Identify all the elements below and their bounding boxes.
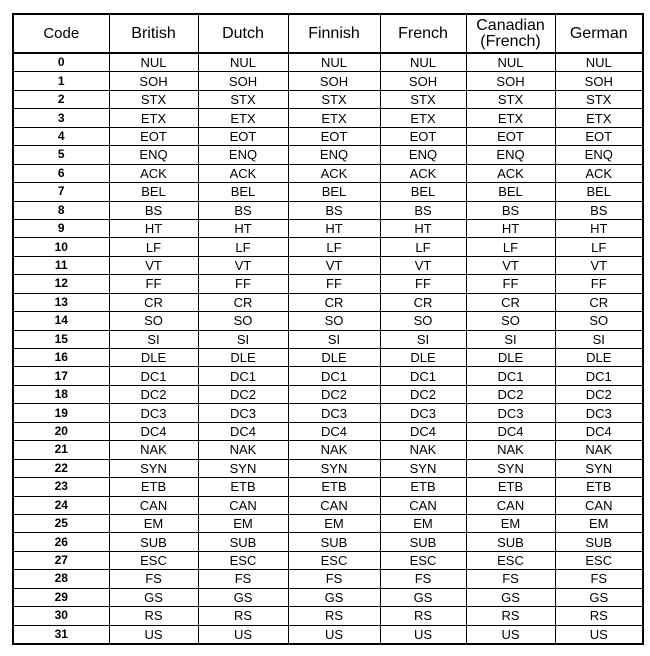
cell-dutch: VT <box>198 256 288 274</box>
cell-code: 31 <box>13 625 109 644</box>
cell-german: ETX <box>555 109 643 127</box>
cell-code: 18 <box>13 385 109 403</box>
cell-british: ACK <box>109 164 198 182</box>
table-row <box>13 275 643 293</box>
cell-british: STX <box>109 90 198 108</box>
cell-finnish: STX <box>288 90 380 108</box>
table-body <box>13 53 643 644</box>
cell-canadian-french: RS <box>466 607 555 625</box>
cell-british: DC3 <box>109 404 198 422</box>
cell-german: EOT <box>555 127 643 145</box>
cell-finnish: BS <box>288 201 380 219</box>
cell-code: 13 <box>13 293 109 311</box>
table-row <box>13 312 643 330</box>
cell-canadian-french: HT <box>466 219 555 237</box>
cell-british: US <box>109 625 198 644</box>
cell-canadian-french: SYN <box>466 459 555 477</box>
cell-british: CR <box>109 293 198 311</box>
cell-german: SOH <box>555 72 643 90</box>
cell-german: DC1 <box>555 367 643 385</box>
cell-dutch: ESC <box>198 551 288 569</box>
header-british: British <box>109 14 198 53</box>
cell-dutch: DC1 <box>198 367 288 385</box>
cell-french: HT <box>380 219 466 237</box>
cell-canadian-french: DLE <box>466 349 555 367</box>
cell-finnish: CAN <box>288 496 380 514</box>
cell-dutch: FF <box>198 275 288 293</box>
table-row <box>13 625 643 644</box>
cell-german: CR <box>555 293 643 311</box>
cell-canadian-french: DC4 <box>466 422 555 440</box>
cell-canadian-french: NUL <box>466 53 555 72</box>
table-row <box>13 367 643 385</box>
cell-code: 16 <box>13 349 109 367</box>
cell-british: NUL <box>109 53 198 72</box>
table-row <box>13 533 643 551</box>
cell-french: VT <box>380 256 466 274</box>
cell-french: SI <box>380 330 466 348</box>
table-row <box>13 404 643 422</box>
cell-french: CR <box>380 293 466 311</box>
cell-british: EM <box>109 514 198 532</box>
cell-code: 8 <box>13 201 109 219</box>
cell-finnish: EOT <box>288 127 380 145</box>
cell-dutch: FS <box>198 570 288 588</box>
cell-british: ETB <box>109 478 198 496</box>
cell-french: LF <box>380 238 466 256</box>
cell-german: ENQ <box>555 146 643 164</box>
cell-dutch: BEL <box>198 183 288 201</box>
cell-canadian-french: FS <box>466 570 555 588</box>
cell-dutch: BS <box>198 201 288 219</box>
table-row <box>13 478 643 496</box>
cell-code: 12 <box>13 275 109 293</box>
cell-british: CAN <box>109 496 198 514</box>
cell-finnish: SI <box>288 330 380 348</box>
cell-finnish: EM <box>288 514 380 532</box>
cell-canadian-french: ACK <box>466 164 555 182</box>
cell-code: 11 <box>13 256 109 274</box>
cell-finnish: US <box>288 625 380 644</box>
table-row <box>13 201 643 219</box>
cell-french: DC3 <box>380 404 466 422</box>
cell-french: CAN <box>380 496 466 514</box>
cell-french: BS <box>380 201 466 219</box>
table-row <box>13 349 643 367</box>
cell-british: RS <box>109 607 198 625</box>
cell-finnish: SO <box>288 312 380 330</box>
cell-canadian-french: GS <box>466 588 555 606</box>
table-row <box>13 183 643 201</box>
cell-german: CAN <box>555 496 643 514</box>
cell-code: 14 <box>13 312 109 330</box>
cell-finnish: DC2 <box>288 385 380 403</box>
cell-canadian-french: SUB <box>466 533 555 551</box>
table-row <box>13 514 643 532</box>
header-german: German <box>555 14 643 53</box>
cell-dutch: NAK <box>198 441 288 459</box>
cell-dutch: SI <box>198 330 288 348</box>
cell-finnish: LF <box>288 238 380 256</box>
table-row <box>13 109 643 127</box>
cell-french: EM <box>380 514 466 532</box>
cell-canadian-french: SOH <box>466 72 555 90</box>
table-row <box>13 256 643 274</box>
cell-finnish: DC4 <box>288 422 380 440</box>
cell-finnish: HT <box>288 219 380 237</box>
cell-canadian-french: BEL <box>466 183 555 201</box>
cell-code: 19 <box>13 404 109 422</box>
cell-dutch: EOT <box>198 127 288 145</box>
cell-german: SYN <box>555 459 643 477</box>
cell-french: DLE <box>380 349 466 367</box>
cell-french: SO <box>380 312 466 330</box>
cell-french: SYN <box>380 459 466 477</box>
cell-code: 2 <box>13 90 109 108</box>
cell-canadian-french: SI <box>466 330 555 348</box>
cell-french: NUL <box>380 53 466 72</box>
cell-code: 21 <box>13 441 109 459</box>
cell-dutch: CAN <box>198 496 288 514</box>
cell-french: RS <box>380 607 466 625</box>
control-code-table <box>12 13 644 645</box>
cell-german: SUB <box>555 533 643 551</box>
cell-british: FF <box>109 275 198 293</box>
table-row <box>13 607 643 625</box>
cell-french: ESC <box>380 551 466 569</box>
cell-british: SUB <box>109 533 198 551</box>
cell-canadian-french: VT <box>466 256 555 274</box>
cell-code: 24 <box>13 496 109 514</box>
cell-finnish: ENQ <box>288 146 380 164</box>
cell-french: SUB <box>380 533 466 551</box>
cell-dutch: DC4 <box>198 422 288 440</box>
table-header-row <box>13 14 643 53</box>
cell-code: 26 <box>13 533 109 551</box>
cell-canadian-french: CAN <box>466 496 555 514</box>
cell-finnish: BEL <box>288 183 380 201</box>
cell-finnish: SYN <box>288 459 380 477</box>
cell-finnish: GS <box>288 588 380 606</box>
cell-canadian-french: ETB <box>466 478 555 496</box>
cell-german: EM <box>555 514 643 532</box>
cell-british: SOH <box>109 72 198 90</box>
cell-british: DC1 <box>109 367 198 385</box>
cell-canadian-french: ETX <box>466 109 555 127</box>
cell-code: 1 <box>13 72 109 90</box>
cell-german: DC4 <box>555 422 643 440</box>
cell-code: 0 <box>13 53 109 72</box>
cell-dutch: STX <box>198 90 288 108</box>
cell-french: DC1 <box>380 367 466 385</box>
cell-german: DC2 <box>555 385 643 403</box>
cell-british: ENQ <box>109 146 198 164</box>
cell-british: DC2 <box>109 385 198 403</box>
cell-canadian-french: DC1 <box>466 367 555 385</box>
cell-finnish: VT <box>288 256 380 274</box>
cell-german: FF <box>555 275 643 293</box>
cell-canadian-french: FF <box>466 275 555 293</box>
cell-code: 4 <box>13 127 109 145</box>
cell-dutch: CR <box>198 293 288 311</box>
cell-french: STX <box>380 90 466 108</box>
cell-british: VT <box>109 256 198 274</box>
cell-british: SO <box>109 312 198 330</box>
cell-canadian-french: LF <box>466 238 555 256</box>
header-french: French <box>380 14 466 53</box>
cell-finnish: ETB <box>288 478 380 496</box>
cell-british: ESC <box>109 551 198 569</box>
cell-french: SOH <box>380 72 466 90</box>
cell-german: US <box>555 625 643 644</box>
cell-german: LF <box>555 238 643 256</box>
cell-french: EOT <box>380 127 466 145</box>
cell-german: DLE <box>555 349 643 367</box>
cell-dutch: LF <box>198 238 288 256</box>
cell-canadian-french: SO <box>466 312 555 330</box>
cell-finnish: CR <box>288 293 380 311</box>
header-dutch: Dutch <box>198 14 288 53</box>
table-row <box>13 459 643 477</box>
cell-canadian-french: ENQ <box>466 146 555 164</box>
cell-finnish: ESC <box>288 551 380 569</box>
cell-dutch: US <box>198 625 288 644</box>
cell-french: ETX <box>380 109 466 127</box>
cell-code: 7 <box>13 183 109 201</box>
cell-finnish: SUB <box>288 533 380 551</box>
cell-british: DLE <box>109 349 198 367</box>
cell-finnish: NAK <box>288 441 380 459</box>
cell-british: DC4 <box>109 422 198 440</box>
cell-german: ESC <box>555 551 643 569</box>
cell-dutch: GS <box>198 588 288 606</box>
cell-german: ACK <box>555 164 643 182</box>
cell-code: 27 <box>13 551 109 569</box>
cell-canadian-french: ESC <box>466 551 555 569</box>
cell-french: ACK <box>380 164 466 182</box>
cell-german: HT <box>555 219 643 237</box>
table-row <box>13 496 643 514</box>
cell-code: 10 <box>13 238 109 256</box>
cell-british: ETX <box>109 109 198 127</box>
cell-finnish: RS <box>288 607 380 625</box>
table-row <box>13 570 643 588</box>
cell-code: 28 <box>13 570 109 588</box>
cell-dutch: ETB <box>198 478 288 496</box>
cell-french: DC4 <box>380 422 466 440</box>
cell-code: 17 <box>13 367 109 385</box>
table-row <box>13 53 643 72</box>
cell-british: BEL <box>109 183 198 201</box>
table-row <box>13 293 643 311</box>
cell-finnish: DLE <box>288 349 380 367</box>
table-row <box>13 219 643 237</box>
header-code: Code <box>13 14 109 53</box>
cell-code: 3 <box>13 109 109 127</box>
cell-french: FS <box>380 570 466 588</box>
cell-german: NAK <box>555 441 643 459</box>
header-canadian-french: Canadian (French) <box>466 14 555 53</box>
table-row <box>13 330 643 348</box>
cell-french: ENQ <box>380 146 466 164</box>
cell-dutch: DLE <box>198 349 288 367</box>
cell-dutch: NUL <box>198 53 288 72</box>
cell-german: SO <box>555 312 643 330</box>
cell-dutch: SUB <box>198 533 288 551</box>
table-row <box>13 385 643 403</box>
cell-british: SI <box>109 330 198 348</box>
cell-german: BS <box>555 201 643 219</box>
cell-dutch: HT <box>198 219 288 237</box>
cell-french: US <box>380 625 466 644</box>
cell-finnish: ETX <box>288 109 380 127</box>
table-row <box>13 164 643 182</box>
cell-german: SI <box>555 330 643 348</box>
cell-canadian-french: BS <box>466 201 555 219</box>
cell-canadian-french: EOT <box>466 127 555 145</box>
cell-british: EOT <box>109 127 198 145</box>
cell-canadian-french: DC3 <box>466 404 555 422</box>
code-table-container <box>12 13 644 645</box>
cell-dutch: ENQ <box>198 146 288 164</box>
cell-code: 22 <box>13 459 109 477</box>
cell-french: GS <box>380 588 466 606</box>
cell-finnish: NUL <box>288 53 380 72</box>
cell-german: STX <box>555 90 643 108</box>
cell-code: 9 <box>13 219 109 237</box>
cell-dutch: SYN <box>198 459 288 477</box>
cell-dutch: DC3 <box>198 404 288 422</box>
cell-canadian-french: US <box>466 625 555 644</box>
cell-canadian-french: STX <box>466 90 555 108</box>
cell-code: 6 <box>13 164 109 182</box>
cell-code: 20 <box>13 422 109 440</box>
cell-british: GS <box>109 588 198 606</box>
cell-british: NAK <box>109 441 198 459</box>
cell-german: BEL <box>555 183 643 201</box>
cell-french: ETB <box>380 478 466 496</box>
table-row <box>13 551 643 569</box>
table-row <box>13 588 643 606</box>
cell-german: ETB <box>555 478 643 496</box>
cell-dutch: RS <box>198 607 288 625</box>
cell-finnish: DC3 <box>288 404 380 422</box>
cell-british: FS <box>109 570 198 588</box>
cell-french: NAK <box>380 441 466 459</box>
cell-code: 25 <box>13 514 109 532</box>
cell-german: GS <box>555 588 643 606</box>
cell-canadian-french: NAK <box>466 441 555 459</box>
cell-german: RS <box>555 607 643 625</box>
cell-british: HT <box>109 219 198 237</box>
table-row <box>13 127 643 145</box>
table-row <box>13 422 643 440</box>
cell-finnish: FS <box>288 570 380 588</box>
cell-dutch: EM <box>198 514 288 532</box>
cell-french: DC2 <box>380 385 466 403</box>
cell-dutch: ETX <box>198 109 288 127</box>
cell-dutch: ACK <box>198 164 288 182</box>
cell-german: FS <box>555 570 643 588</box>
table-row <box>13 146 643 164</box>
cell-british: SYN <box>109 459 198 477</box>
cell-dutch: SOH <box>198 72 288 90</box>
cell-canadian-french: CR <box>466 293 555 311</box>
cell-german: DC3 <box>555 404 643 422</box>
cell-german: NUL <box>555 53 643 72</box>
cell-dutch: SO <box>198 312 288 330</box>
table-row <box>13 441 643 459</box>
cell-british: BS <box>109 201 198 219</box>
cell-canadian-french: DC2 <box>466 385 555 403</box>
cell-finnish: SOH <box>288 72 380 90</box>
cell-finnish: ACK <box>288 164 380 182</box>
cell-code: 29 <box>13 588 109 606</box>
cell-french: BEL <box>380 183 466 201</box>
cell-code: 5 <box>13 146 109 164</box>
cell-canadian-french: EM <box>466 514 555 532</box>
table-row <box>13 90 643 108</box>
cell-finnish: DC1 <box>288 367 380 385</box>
table-row <box>13 238 643 256</box>
cell-code: 23 <box>13 478 109 496</box>
cell-german: VT <box>555 256 643 274</box>
cell-british: LF <box>109 238 198 256</box>
header-finnish: Finnish <box>288 14 380 53</box>
cell-code: 30 <box>13 607 109 625</box>
cell-dutch: DC2 <box>198 385 288 403</box>
cell-finnish: FF <box>288 275 380 293</box>
cell-code: 15 <box>13 330 109 348</box>
cell-french: FF <box>380 275 466 293</box>
table-row <box>13 72 643 90</box>
